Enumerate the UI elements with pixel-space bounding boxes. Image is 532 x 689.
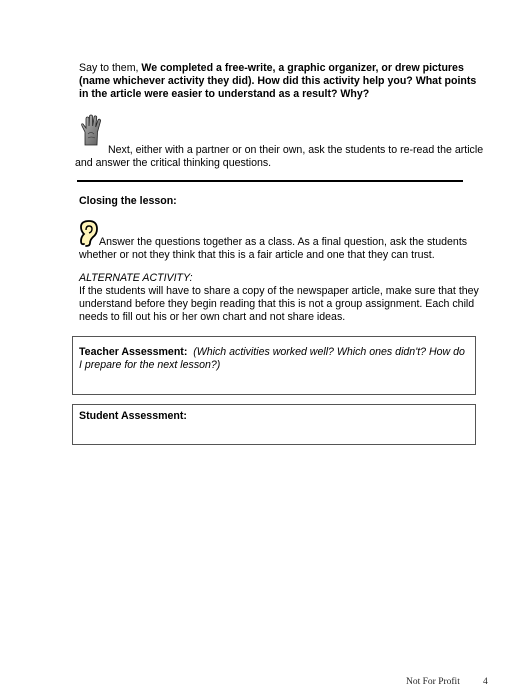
student-assessment-box[interactable] [72,404,476,445]
alternate-paragraph: If the students will have to share a copy of the newspaper article, make sure that they understand before they begin reading that this is not a group assignment. Each child needs to fill out his or her own chart and not share ideas. [79,285,479,323]
intro-lead: Say to them, [79,62,142,74]
intro-bold: We completed a free-write, a graphic organizer, or drew pictures (name whichever activity they did). How did this activity help you? What points in the article were easier to understand as a result? Why? [79,62,477,100]
page-number: 4 [483,677,488,687]
footer [406,676,496,689]
alternate-heading: ALTERNATE ACTIVITY: [79,272,193,284]
teacher-assessment-label: Teacher Assessment: [79,346,188,358]
footer-text: Not For Profit [406,677,460,687]
teacher-assessment-prompt: (Which activities worked well? Which ones didn't? How do I prepare for the next lesson?) [79,346,465,371]
closing-paragraph: Answer the questions together as a class. As a final question, ask the students whether or not they think that this is a fair article and one that they can trust. [79,236,468,261]
closing-heading: Closing the lesson: [79,195,177,207]
student-assessment-label: Student Assessment: [79,410,187,422]
teacher-assessment-box[interactable] [72,336,476,395]
section-divider [77,180,463,182]
intro-paragraph [79,62,479,101]
hand-icon [80,114,104,146]
teacher-assessment-text [79,346,469,372]
hand-paragraph: Next, either with a partner or on their own, ask the students to re-read the article and answer the critical thinking questions. [75,144,484,169]
